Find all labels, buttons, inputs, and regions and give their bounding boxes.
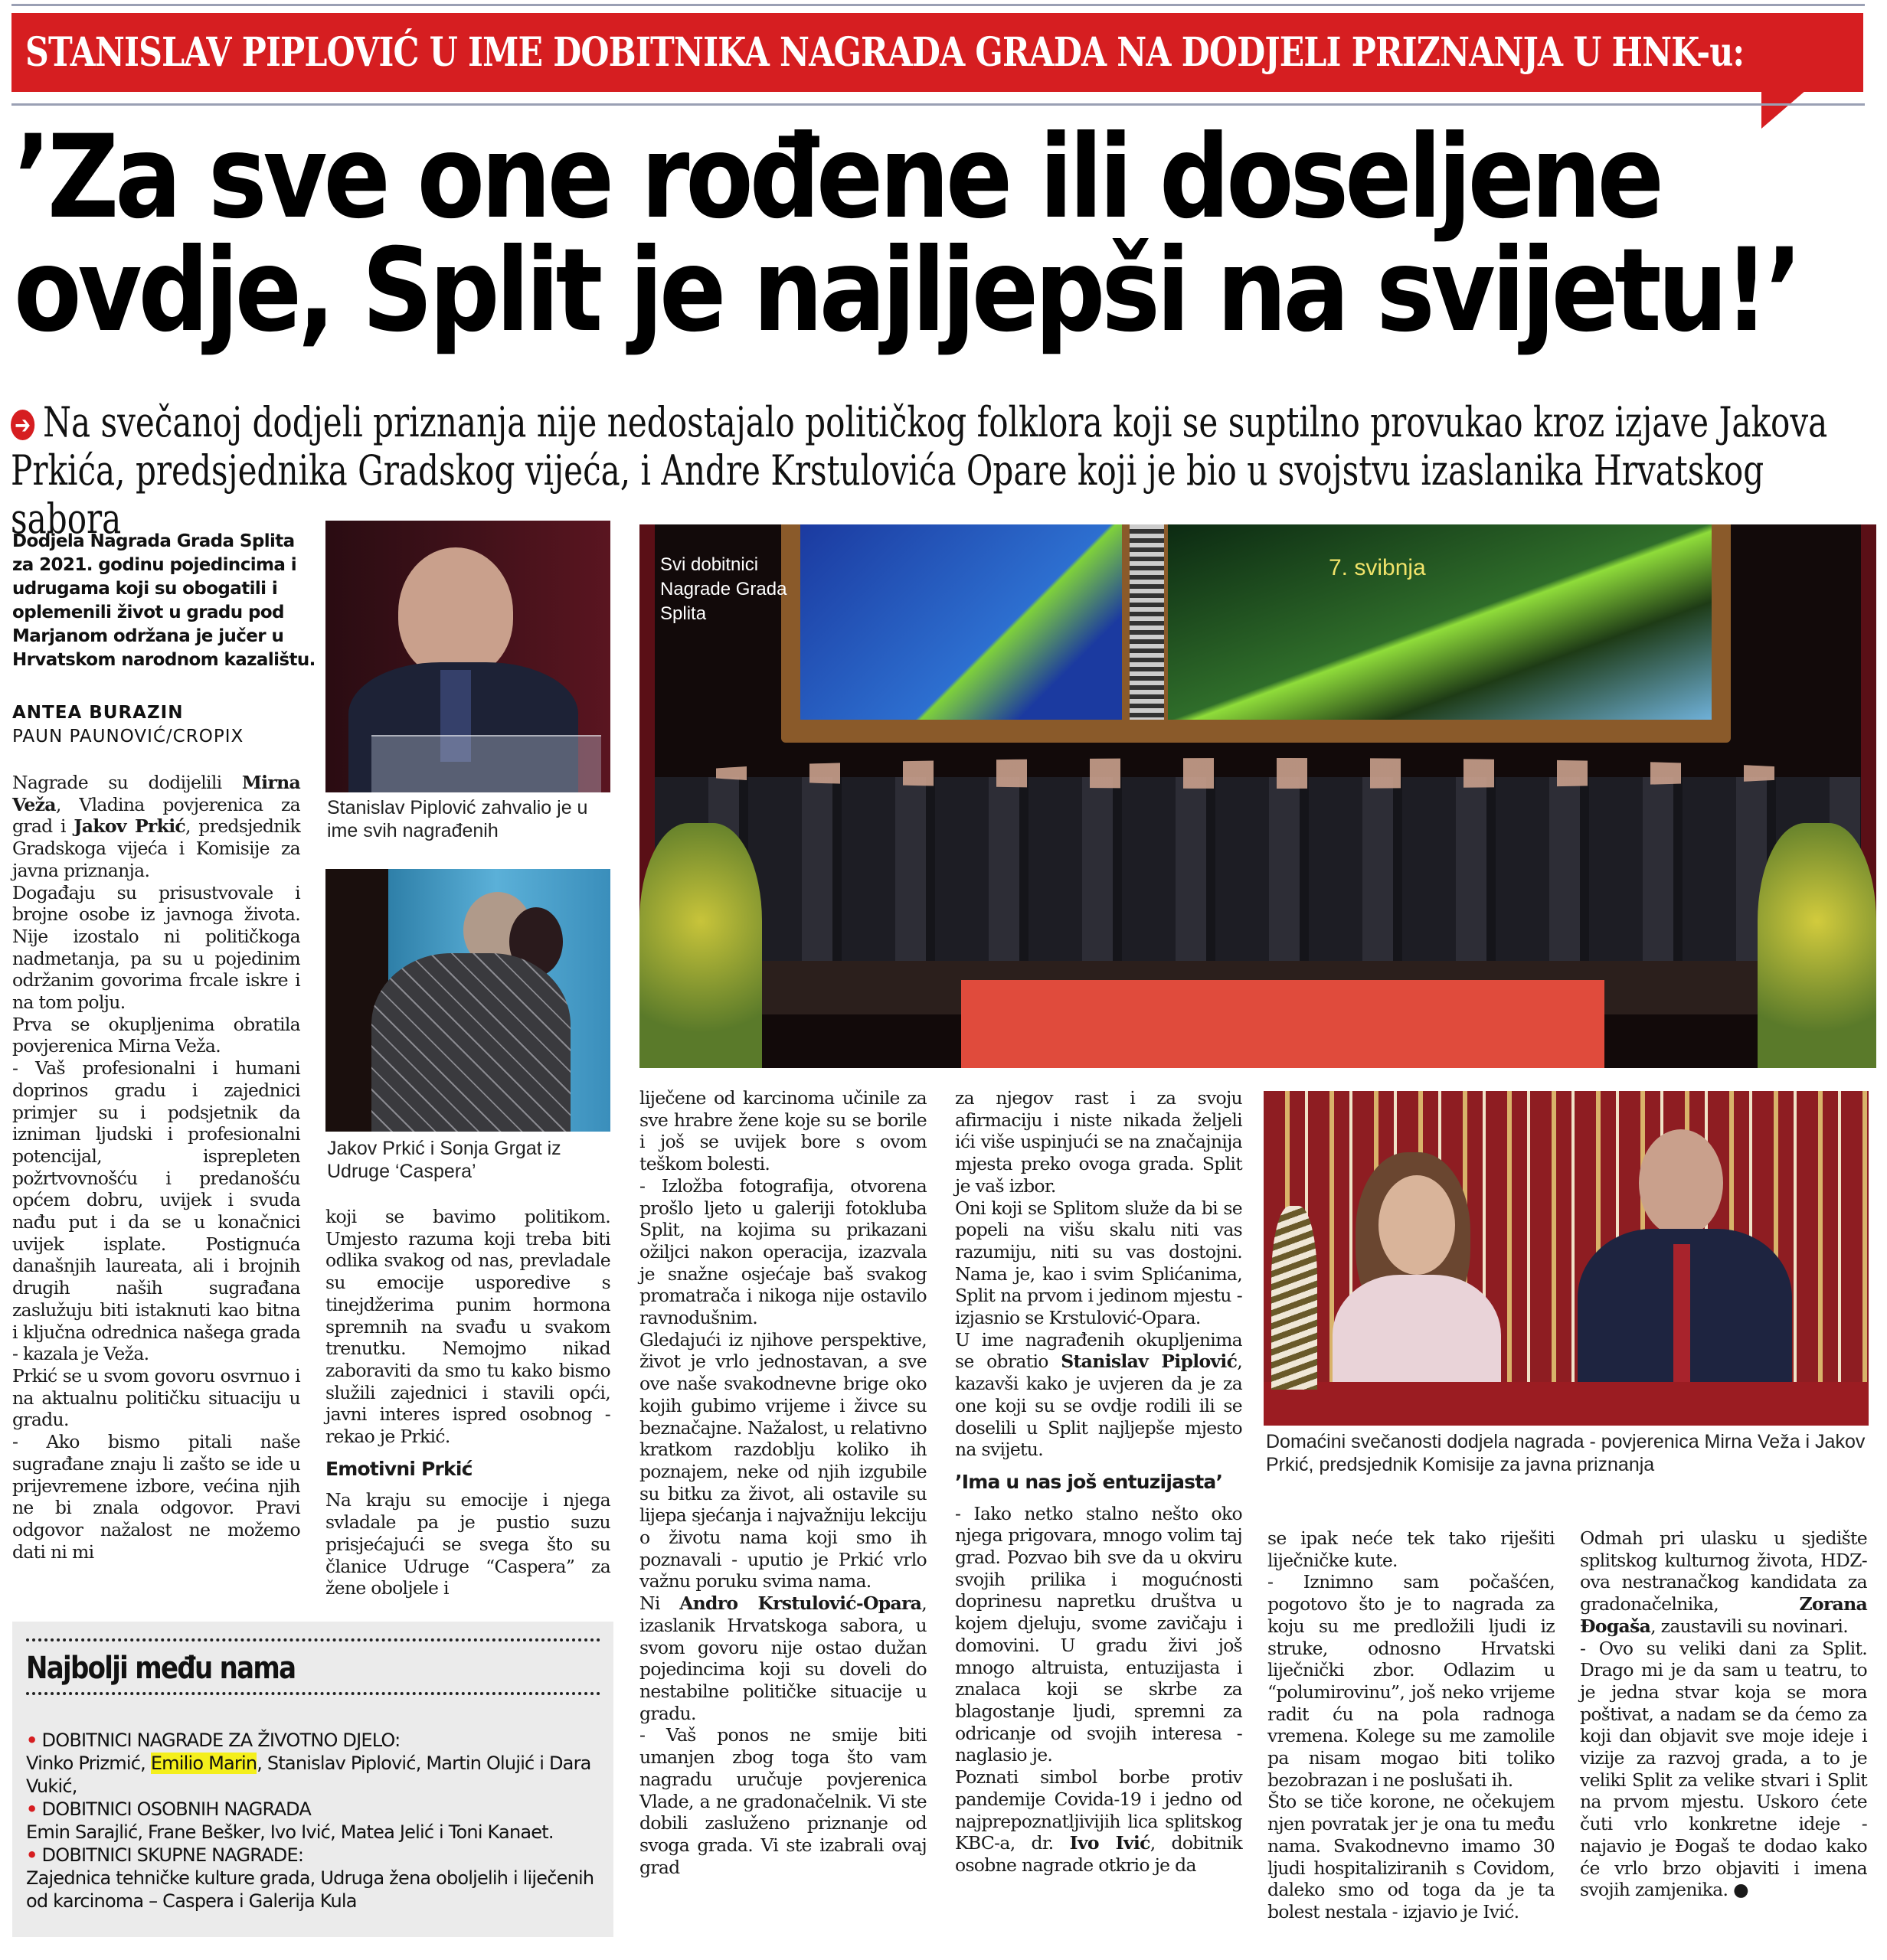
infobox-title: Najbolji među nama bbox=[26, 1651, 296, 1686]
laureate-category bbox=[26, 1729, 608, 1798]
category-label: DOBITNICI SKUPNE NAGRADE: bbox=[41, 1844, 304, 1866]
paragraph: Prkić se u svom govoru osvrnuo i na aktualnu političku situaciju u gradu. bbox=[12, 1364, 300, 1431]
category-label: DOBITNICI NAGRADE ZA ŽIVOTNO DJELO: bbox=[41, 1730, 401, 1751]
category-names: Vinko Prizmić, Emilio Marin, Stanislav Piplović, Martin Olujić i Dara Vukić, bbox=[26, 1753, 591, 1797]
caption-main-photo: Svi dobitnici Nagrade Grada Splita bbox=[660, 554, 787, 624]
paragraph: Što se tiče korone, ne očekujem njen povratak jer je ona tu među nama. Svakodnevno imamo 30 ljudi hospitaliziranih s Covidom, daleko smo od toga da je ta bolest nestala - izjavio je Ivić. bbox=[1267, 1791, 1555, 1922]
paragraph: liječene od karcinoma učinile za sve hrabre žene koje su se borile i još se uvijek bore s ovom teškom bolesti. bbox=[639, 1087, 927, 1175]
kicker-speech-tail bbox=[1761, 90, 1806, 129]
paragraph: - Ako bismo pitali naše sugrađane znaju li zašto se ide u prijevremene izbore, većina njih ne bi znala odgovor. Pravi odgovor nažalost ne možemo dati ni mi bbox=[12, 1431, 300, 1563]
lead-paragraph: Dodjela Nagrada Grada Splita za 2021. godinu pojedincima i udrugama koji su obogatili i oplemenili život u gradu pod Marjanom održana je jučer u Hrvatskom narodnom kazalištu. bbox=[12, 531, 316, 670]
paragraph: Gledajući iz njihove perspektive, život je vrlo jednostavan, a sve ove naše svakodnevne brige oko kojih gubimo vrijeme i živce su beznačajne. Nažalost, u relativno kratkom razdoblju koliko ih poznajem, neke od njih izgubile su bitku za život, ali ostavile su lijepa sjećanja i najvažniju lekciju o životu nama koji smo ih poznavali - uputio je Prkić vrlo važnu poruku svima nama. bbox=[639, 1328, 927, 1592]
paragraph: - Vaš profesionalni i humani doprinos gradu i zajednici primjer su i podsjetnik da izniman ljudski i profesionalni potencijal, isprepleten požrtvovnošću i predanošću općem dobru, uvijek i svuda nađu put i da se u konačnici uvijek isplate. Postignuća današnjih laureata, ali i brojnih drugih naših sugrađana zaslužuju biti istaknuti kao bitna i ključna odrednica našega grada - kazala je Veža. bbox=[12, 1057, 300, 1365]
paragraph: Odmah pri ulasku u sjedište splitskog kulturnog života, HDZ-ova nestranačkog kandidata za gradonačelnika, Zorana Đogaša, zaustavili su novinari. bbox=[1580, 1527, 1867, 1637]
photo-prkic-grgat-hug bbox=[325, 869, 610, 1132]
paragraph: Događaju su prisustvovale i brojne osobe iz javnoga života. Nije izostalo ni političkoga nadmetanja, pa su u pojedinim održanim govorima frcale iskre i na tom polju. bbox=[12, 881, 300, 1014]
arrow-right-circle-icon: ➔ bbox=[11, 410, 34, 440]
category-names: Emin Sarajlić, Frane Bešker, Ivo Ivić, Matea Jelić i Toni Kanaet. bbox=[26, 1821, 554, 1843]
infobox-laureates bbox=[12, 1622, 613, 1937]
paragraph: Na kraju su emocije i njega svladale pa je pustio suzu prisjećajući se svega što su članice Udruge “Caspera” za žene oboljele i bbox=[325, 1489, 610, 1599]
deck-text: Na svečanoj dodjeli priznanja nije nedostajalo političkog folklora koji se suptilno provukao kroz izjave Jakova Prkića, predsjednika Gradskog vijeća, i Andre Krstulovića Opare koji je bio u svojstvu izaslanika Hrvatskog sabora bbox=[11, 398, 1828, 543]
paragraph: - Vaš ponos ne smije biti umanjen zbog toga što vam nagradu uručuje povjerenica Vlade, a ne gradonačelnik. Vi ste dobili zasluženo priznanje od svoga grada. Vi ste izabrali ovaj grad bbox=[639, 1724, 927, 1878]
article-column-2 bbox=[325, 1206, 610, 1599]
deck bbox=[11, 398, 1879, 543]
caption-right-photo: Domaćini svečanosti dodjela nagrada - povjerenica Mirna Veža i Jakov Prkić, predsjednik Komisije za javna priznanja bbox=[1266, 1431, 1866, 1475]
paragraph: se ipak neće tek tako riješiti liječničke kute. bbox=[1267, 1527, 1555, 1571]
paragraph: koji se bavimo politikom. Umjesto razuma koji treba biti odlika svakog od nas, prevladale su emocije usporedive s tinejdžerima punim hormona spremnih na svađu u svakom trenutku. Nemojmo nikad zaboraviti da smo tu kako bismo služili zajednici i stavili opći, javni interes ispred osobnog - rekao je Prkić. bbox=[325, 1206, 610, 1448]
caption-photo-1: Stanislav Piplović zahvalio je u ime svih nagrađenih bbox=[327, 797, 588, 841]
kicker-rule-bottom bbox=[11, 103, 1865, 106]
paragraph: - Iako netko stalno nešto oko njega prigovara, mnogo volim taj grad. Pozvao bih sve da u okviru svojih prilika i mogućnosti doprinesu napretku društva u kojem djeluju, svome zavičaju i domovini. U gradu živi još mnogo altruista, entuzijasta i znalaca koji se skrbe za blagostanje ljudi, spremni za odricanje od svojih interesa - naglasio je. bbox=[955, 1502, 1242, 1766]
headline-line-1: ’Za sve one rođene ili doseljene bbox=[14, 111, 1660, 244]
article-column-4 bbox=[955, 1087, 1242, 1877]
category-label: DOBITNICI OSOBNIH NAGRADA bbox=[41, 1798, 311, 1820]
paragraph: - Iznimno sam počašćen, pogotovo što je to nagrada za koju su me predložili ljudi iz struke, odnosno Hrvatski liječnički zbor. Odlazim u “polumirovinu”, još neko vrijeme radit ću na pola radnoga vremena. Kolege su me zamolile pa nisam mogao biti toliko bezobrazan i ne poslušati ih. bbox=[1267, 1571, 1555, 1791]
kicker-text: STANISLAV PIPLOVIĆ U IME DOBITNIKA NAGRADA GRADA NA DODJELI PRIZNANJA U HNK-u: bbox=[25, 29, 1745, 76]
paragraph: - Izložba fotografija, otvorena prošlo ljeto u galeriji fotokluba Split, na kojima su prikazani ožiljci nakon operacija, izazvala je snažne osjećaje baš svakog promatrača i nikoga nije ostavilo ravnodušnim. bbox=[639, 1174, 927, 1329]
highlighted-name: Emilio Marin bbox=[150, 1753, 257, 1774]
article-column-6 bbox=[1580, 1527, 1867, 1901]
bullet-icon: • bbox=[26, 1730, 38, 1751]
byline-photographer: PAUN PAUNOVIĆ/CROPIX bbox=[12, 727, 244, 746]
article-column-5 bbox=[1267, 1527, 1555, 1923]
article-column-3 bbox=[639, 1087, 927, 1878]
paragraph: U ime nagrađenih okupljenima se obratio Stanislav Piplović, kazavši kako je uvjeren da je za one koji su se ovdje rodili ili se doselili u Split najljepše mjesto na svijetu. bbox=[955, 1328, 1242, 1461]
laureate-category bbox=[26, 1798, 608, 1844]
article-column-1 bbox=[12, 772, 300, 1563]
paragraph: Ni Andro Krstulović-Opara, izaslanik Hrvatskoga sabora, u svom govoru nije ostao dužan pojedincima koji su doveli do nestabilne političke situacije u gradu. bbox=[639, 1592, 927, 1724]
bullet-icon: • bbox=[26, 1844, 38, 1866]
paragraph: za njegov rast i za svoju afirmaciju i niste nikada željeli ići više uspinjući se na značajnija mjesta preko ovoga grada. Split je vaš izbor. bbox=[955, 1087, 1242, 1197]
category-names: Zajednica tehničke kulture grada, Udruga žena oboljelih i liječenih od karcinoma – Caspera i Galerija Kula bbox=[26, 1867, 594, 1912]
paragraph: Poznati simbol borbe protiv pandemije Covida-19 i jedno od najprepoznatljivijih lica splitskog KBC-a, dr. Ivo Ivić, dobitnik osobne nagrade otkrio je da bbox=[955, 1766, 1242, 1876]
headline bbox=[14, 111, 1799, 358]
dotted-divider bbox=[26, 1638, 600, 1642]
kicker-rule-top bbox=[11, 4, 1865, 6]
subhead-entuzijasti: ’Ima u nas još entuzijasta’ bbox=[955, 1470, 1223, 1493]
laureate-list bbox=[26, 1729, 608, 1913]
paragraph: Oni koji se Splitom služe da bi se popeli na višu skalu niti vas razumiju, niti su vas dostojni. Nama je, kao i svim Splićanima, Split na prvom i jedinom mjestu - izjasnio se Krstulović-Opara. bbox=[955, 1197, 1242, 1329]
bullet-icon: • bbox=[26, 1798, 38, 1820]
caption-photo-2: Jakov Prkić i Sonja Grgat iz Udruge ‘Caspera’ bbox=[327, 1138, 561, 1182]
photo-piplovic-speech bbox=[325, 521, 610, 792]
photo-hosts-veza-prkic bbox=[1264, 1091, 1869, 1426]
kicker-banner bbox=[11, 13, 1863, 92]
dotted-divider bbox=[26, 1692, 600, 1695]
subhead-emotivni-prkic: Emotivni Prkić bbox=[325, 1457, 473, 1480]
stage-screen-date: 7. svibnja bbox=[1329, 555, 1426, 580]
paragraph: Prva se okupljenima obratila povjerenica Mirna Veža. bbox=[12, 1013, 300, 1057]
byline-author: ANTEA BURAZIN bbox=[12, 703, 184, 723]
paragraph: - Ovo su veliki dani za Split. Drago mi je da sam u teatru, to je jedna stvar koja se mora poštivat, a nadam se da ćemo za koji dan objavit sve moje ideje i vizije za razvoj grada, a to je veliki Split za velike stvari i Split na prvom mjestu. Uskoro ćete čuti vrlo konkretne ideje - najavio je Đogaš te dodao kako će vrlo brzo objaviti i imena svojih zamjenika. ● bbox=[1580, 1637, 1867, 1901]
laureate-category bbox=[26, 1844, 608, 1913]
paragraph: Nagrade su dodijelili Mirna Veža, Vladina povjerenica za grad i Jakov Prkić, predsjednik Gradskoga vijeća i Komisije za javna priznanja. bbox=[12, 772, 300, 881]
byline bbox=[12, 701, 319, 749]
headline-line-2: ovdje, Split je najljepši na svijetu!’ bbox=[14, 224, 1799, 358]
